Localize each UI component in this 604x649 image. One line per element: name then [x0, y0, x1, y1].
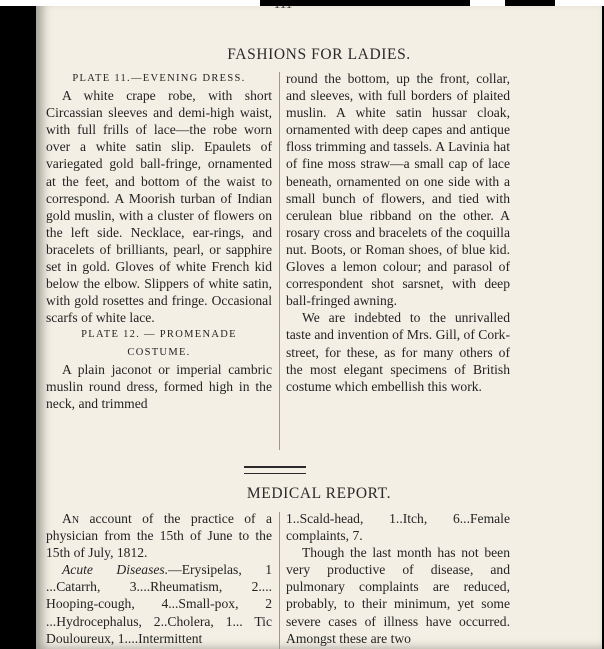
medical-right-column [286, 510, 510, 647]
section-separator [244, 466, 306, 474]
plate-12-heading: PLATE 12. — PROMENADE COSTUME. [81, 329, 237, 358]
top-bar [0, 0, 604, 6]
plate-11-heading: PLATE 11.—EVENING DRESS. [72, 73, 246, 84]
medical-intro-prefix: An [62, 511, 80, 526]
column-divider [279, 72, 280, 450]
fashions-title: FASHIONS FOR LADIES. [227, 46, 411, 63]
chronic-diseases-list: 1..Scald-head, 1..Itch, 6...Female complaints, 7. [286, 511, 510, 544]
medical-commentary: Though the last month has not been very productive of disease, and pulmonary complaints are reduced, probably, to their minimum, yet some severe cases of illness have occurred. Amongst these are two [286, 545, 510, 646]
medical-intro-text: account of the practice of a physician from the 15th of June to the 15th of July, 1812. [46, 511, 272, 561]
fashions-left-column [46, 70, 272, 412]
acute-diseases-list: —Erysipelas, 1 ...Catarrh, 3....Rheumatism, 2.... Hooping-cough, 4...Small-pox, 2 ...Hydrocephalus, 2..Cholera, 1... Tic Douloureux, 1....Intermittent [46, 562, 272, 646]
acute-diseases-label: Acute Diseases. [62, 562, 169, 578]
plate-12-description-start: A plain jaconot or imperial cambric muslin round dress, formed high in the neck, and trimmed [46, 361, 272, 411]
top-bar-slot-1 [260, 0, 470, 6]
document-page [36, 0, 602, 649]
acute-diseases [46, 561, 272, 646]
plate-11-description: A white crape robe, with short Circassian sleeves and demi-high waist, with full frills of lace—the robe worn over a white satin slip. Epaulets of variegated gold ball-fringe, ornamented at the feet, and bottom of the waist to correspond. A Moorish turban of Indian gold muslin, with a cluster of flowers on the left side. Necklace, ear-rings, and bracelets of brilliants, pearl, or sapphire set in gold. Gloves of white French kid below the elbow. Slippers of white satin, with gold rosettes and fringe. Occasional scarfs of white lace. [46, 88, 272, 326]
acknowledgement-paragraph: We are indebted to the unrivalled taste and invention of Mrs. Gill, of Cork-street, for these, as for many others of the most elegant specimens of British costume which embellish this work. [286, 310, 510, 394]
medical-column-divider [279, 512, 280, 649]
top-bar-slot-2 [505, 0, 555, 6]
medical-intro [46, 510, 272, 561]
medical-report-title: MEDICAL REPORT. [246, 485, 392, 502]
fashions-right-column [286, 70, 510, 395]
plate-12-description-cont: round the bottom, up the front, collar, and sleeves, with full borders of plaited muslin. A white satin hussar cloak, ornamented with deep capes and antique floss trimming and tassels. A Lavinia hat of fine moss straw—a small cap of lace beneath, ornamented on one side with a small bunch of flowers, and tied with cerulean blue ribband on the other. A rosary cross and bracelets of the coquilla nut. Boots, or Roman shoes, of blue kid. Gloves a lemon colour; and parasol of correspondent shot sarsnet, with deep ball-fringed awning. [286, 71, 510, 309]
medical-left-column [46, 510, 272, 647]
